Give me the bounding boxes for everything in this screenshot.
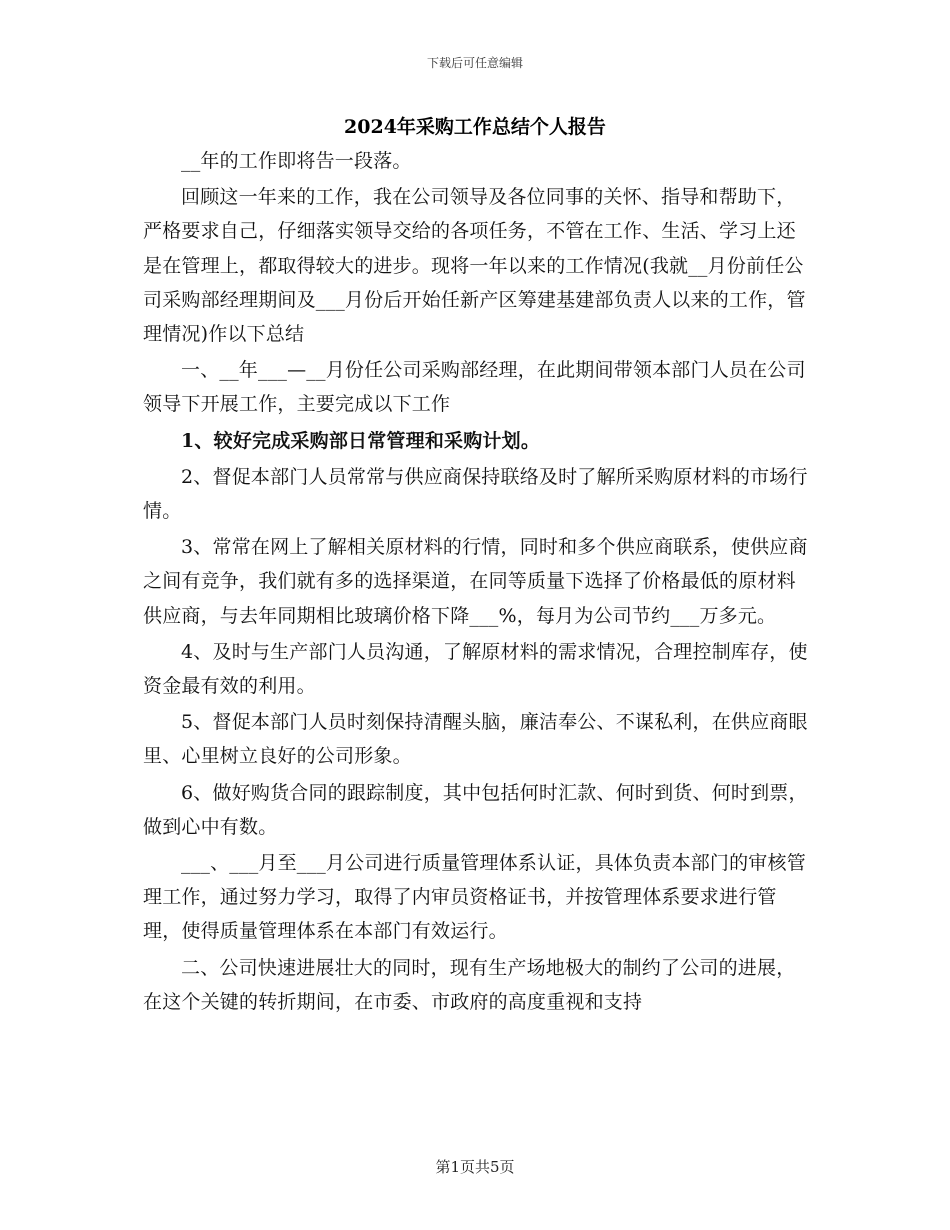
page-header: 下载后可任意编辑 <box>426 56 523 70</box>
paragraph: 二、公司快速进展壮大的同时，现有生产场地极大的制约了公司的进展，在这个关键的转折期间，在市委、市政府的高度重视和支持 <box>143 956 796 1013</box>
paragraph: 4、及时与生产部门人员沟通，了解原材料的需求情况，合理控制库存，使资金最有效的利用。 <box>143 640 808 698</box>
paragraph: 回顾这一年来的工作，我在公司领导及各位同事的关怀、指导和帮助下，严格要求自己，仔细落实领导交给的各项任务，不管在工作、生活、学习上还是在管理上，都取得较大的进步。现将一年以来的工作情况(我就__月份前任公司采购部经理期间及___月份后开始任新产区筹建基建部负责人以来的工作，管理情况)作以下总结 <box>143 186 806 346</box>
page-number: 第1页共5页 <box>435 1158 515 1176</box>
paragraph: 5、督促本部门人员时刻保持清醒头脑，廉洁奉公、不谋私利，在供应商眼里、心里树立良好的公司形象。 <box>143 711 808 768</box>
document-title: 2024年采购工作总结个人报告 <box>344 116 606 138</box>
paragraph: 6、做好购货合同的跟踪制度，其中包括何时汇款、何时到货、何时到票，做到心中有数。 <box>143 781 808 838</box>
paragraph: ___、___月至___月公司进行质量管理体系认证，具体负责本部门的审核管理工作，通过努力学习，取得了内审员资格证书，并按管理体系要求进行管理，使得质量管理体系在本部门有效运行。 <box>143 852 806 943</box>
paragraph-heading: 1、较好完成采购部日常管理和采购计划。 <box>181 429 541 452</box>
paragraph: 3、常常在网上了解相关原材料的行情，同时和多个供应商联系，使供应商之间有竞争，我们就有多的选择渠道，在同等质量下选择了价格最低的原材料供应商，与去年同期相比玻璃价格下降___%，每月为公司节约___万多元。 <box>143 536 808 627</box>
paragraph: 2、督促本部门人员常常与供应商保持联络及时了解所采购原材料的市场行情。 <box>143 465 808 523</box>
paragraph: 一、__年___—__月份任公司采购部经理，在此期间带领本部门人员在公司领导下开展工作，主要完成以下工作 <box>143 359 806 416</box>
paragraph: __年的工作即将告一段落。 <box>181 150 412 172</box>
document-body <box>143 144 809 1021</box>
